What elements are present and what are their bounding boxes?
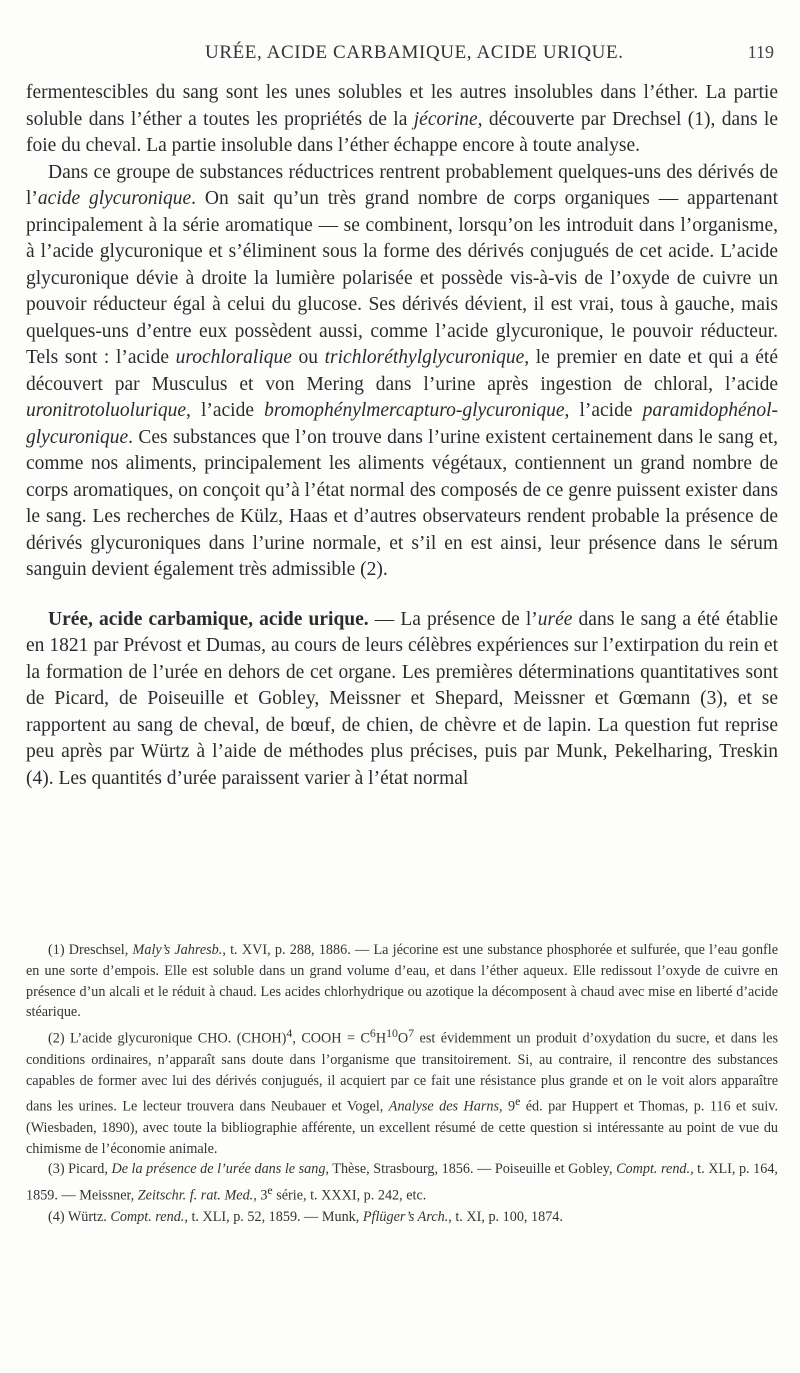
text-run: . On sait qu’un très grand nombre de corps organiques — appartenant principalement à la série aromatique — se combinent, lorsqu’on les introduit dans l’organisme, à l’acide glycuronique et s’éliminent sous la forme des dérivés conjugués de cet acide. L’acide glycuronique dévie à droite la lumière polarisée et possède vis-à-vis de l’oxyde de cuivre un pouvoir réducteur égal à celui du glucose. Ses dérivés dévient, il est vrai, tous à gauche, mais quelques-uns d’entre eux possèdent aussi, comme l’acide glycuronique, le pouvoir réducteur. Tels sont : l’acide <box>26 188 778 368</box>
text-run: , t. XI, p. 100, 1874. <box>448 1208 563 1225</box>
text-run: (2) L’acide glycuronique CHO. (CHOH) <box>48 1030 287 1047</box>
page-number: 119 <box>747 42 774 62</box>
italic-term: acide glycuronique <box>37 188 192 209</box>
italic-term: uronitrotoluolurique <box>26 400 186 421</box>
text-run: , COOH = C <box>292 1030 370 1047</box>
paragraph-jecorine <box>26 80 778 160</box>
text-run: (1) Dreschsel, <box>48 942 133 958</box>
section-title: Urée, acide carbamique, acide urique. <box>48 608 369 630</box>
footnote-2 <box>26 1023 778 1159</box>
text-run: . Ces substances que l’on trouve dans l’urine existent certainement dans le sang et, comme nos aliments, principalement les aliments végétaux, contiennent un grand nombre de corps aromatiques, on conçoit qu’à l’état normal des composés de ce genre puissent exister dans le sang. Les recherches de Külz, Haas et d’autres observateurs rendent probable la présence de dérivés glycuroniques dans l’urine normale, et s’il en est ainsi, leur présence dans le sérum sanguin devient également très admissible (2). <box>26 426 778 580</box>
text-run: H <box>375 1030 387 1047</box>
text-run: (3) Picard, <box>48 1161 112 1178</box>
superscript: 7 <box>408 1026 415 1041</box>
superscript: e <box>515 1094 521 1109</box>
running-head: URÉE, ACIDE CARBAMIQUE, ACIDE URIQUE. <box>205 42 624 63</box>
footnote-4 <box>26 1207 778 1228</box>
text-run: série, t. XXXI, p. 242, etc. <box>272 1187 427 1204</box>
superscript: 10 <box>386 1026 398 1041</box>
superscript: 4 <box>286 1026 293 1041</box>
text-run: , le premier en date et qui a été découvert par Musculus et von Mering dans l’urine après ingestion de chloral, l’acide <box>26 347 778 395</box>
italic-term: trichloréthylglycuronique <box>324 347 525 368</box>
text-run: , 3 <box>253 1187 268 1204</box>
text-run: , t. XVI, p. 288, 1886. — La jécorine est une substance phosphorée et sulfurée, que l’eau gonfle en une sorte d’empois. Elle est soluble dans un grand volume d’eau, et dans l’éther aqueux. Elle redissout l’oxyde de cuivre en présence d’un alcali et le réduit à chaud. Les acides chlorhydrique ou azotique la décomposent à chaud avec mise en liberté d’acide stéarique. <box>26 942 778 1021</box>
text-run: Dans ce groupe de substances réductrices rentrent probablement quelques-uns des dérivés de l’ <box>26 161 778 209</box>
text-run: , 9 <box>498 1099 516 1116</box>
text-run: éd. par Huppert et Thomas, p. 116 et suiv. (Wiesbaden, 1890), avec toute la bibliographie afférente, un excellent résumé de cette question si intéressante au point de vue du chimisme de l’économie animale. <box>26 1099 778 1157</box>
superscript: 6 <box>369 1026 376 1041</box>
text-run: , l’acide <box>185 400 265 421</box>
paragraph-uree <box>26 607 778 793</box>
text-run: est évidemment un produit d’oxydation du sucre, et dans les conditions ordinaires, n’apparaît sans doute dans l’organisme que transitoirement. Si, au contraire, il rencontre des substances capables de former avec lui des dérivés conjugués, il acquiert par ce fait une résistance plus grande et on le voit alors apparaître dans les urines. Le lecteur trouvera dans Neubauer et Vogel, <box>26 1030 778 1116</box>
italic-term: bromophénylmercapturo-glycuronique <box>264 400 565 421</box>
italic-term: urochloralique <box>175 347 292 368</box>
footnotes <box>26 940 778 1228</box>
main-text <box>26 80 778 792</box>
italic-citation: Zeitschr. f. rat. Med. <box>137 1187 254 1204</box>
text-run: , Thèse, Strasbourg, 1856. — Poiseuille et Gobley, <box>325 1161 617 1178</box>
italic-term: urée <box>537 608 573 630</box>
page-header <box>0 42 800 66</box>
text-run: ou <box>291 347 325 368</box>
italic-citation: Maly’s Jahresb. <box>132 942 223 958</box>
italic-term: jécorine <box>413 108 478 130</box>
superscript: e <box>267 1183 273 1198</box>
text-run: dans le sang a été établie en 1821 par Prévost et Dumas, au cours de leurs célèbres expériences sur l’extirpation du rein et la formation de l’urée en dehors de cet organe. Les premières déterminations quantitatives sont de Picard, de Poiseuille et Gobley, Meissner et Shepard, Meissner et Gœmann (3), et se rapportent au sang de cheval, de bœuf, de chien, de chèvre et de lapin. La question fut reprise peu après par Würtz à l’aide de méthodes plus précises, puis par Munk, Pekelharing, Treskin (4). Les quantités d’urée paraissent varier à l’état normal <box>26 608 778 789</box>
footnote-3 <box>26 1159 778 1206</box>
italic-citation: Compt. rend. <box>110 1208 185 1225</box>
text-run: O <box>397 1030 409 1047</box>
text-run: , l’acide <box>564 400 643 421</box>
italic-citation: Pflüger’s Arch. <box>362 1208 449 1225</box>
text-run: , découverte par Drechsel (1), dans le foie du cheval. La partie insoluble dans l’éther échappe encore à toute analyse. <box>26 108 778 156</box>
footnote-1 <box>26 940 778 1023</box>
text-run: (4) Würtz. <box>48 1208 111 1225</box>
paragraph-acide-glycuronique <box>26 160 778 584</box>
italic-citation: Compt. rend. <box>616 1161 691 1178</box>
text-run: fermentescibles du sang sont les unes solubles et les autres insolubles dans l’éther. La partie soluble dans l’éther a toutes les propriétés de la <box>26 82 778 130</box>
italic-citation: Analyse des Harns <box>388 1099 499 1116</box>
text-run: — La présence de l’ <box>368 608 538 630</box>
italic-term: paramidophénol-glycuronique <box>26 400 779 448</box>
text-run: , t. XLI, p. 52, 1859. — Munk, <box>184 1208 363 1225</box>
italic-citation: De la présence de l’urée dans le sang <box>111 1161 326 1178</box>
text-run: , t. XLI, p. 164, 1859. — Meissner, <box>26 1161 778 1204</box>
